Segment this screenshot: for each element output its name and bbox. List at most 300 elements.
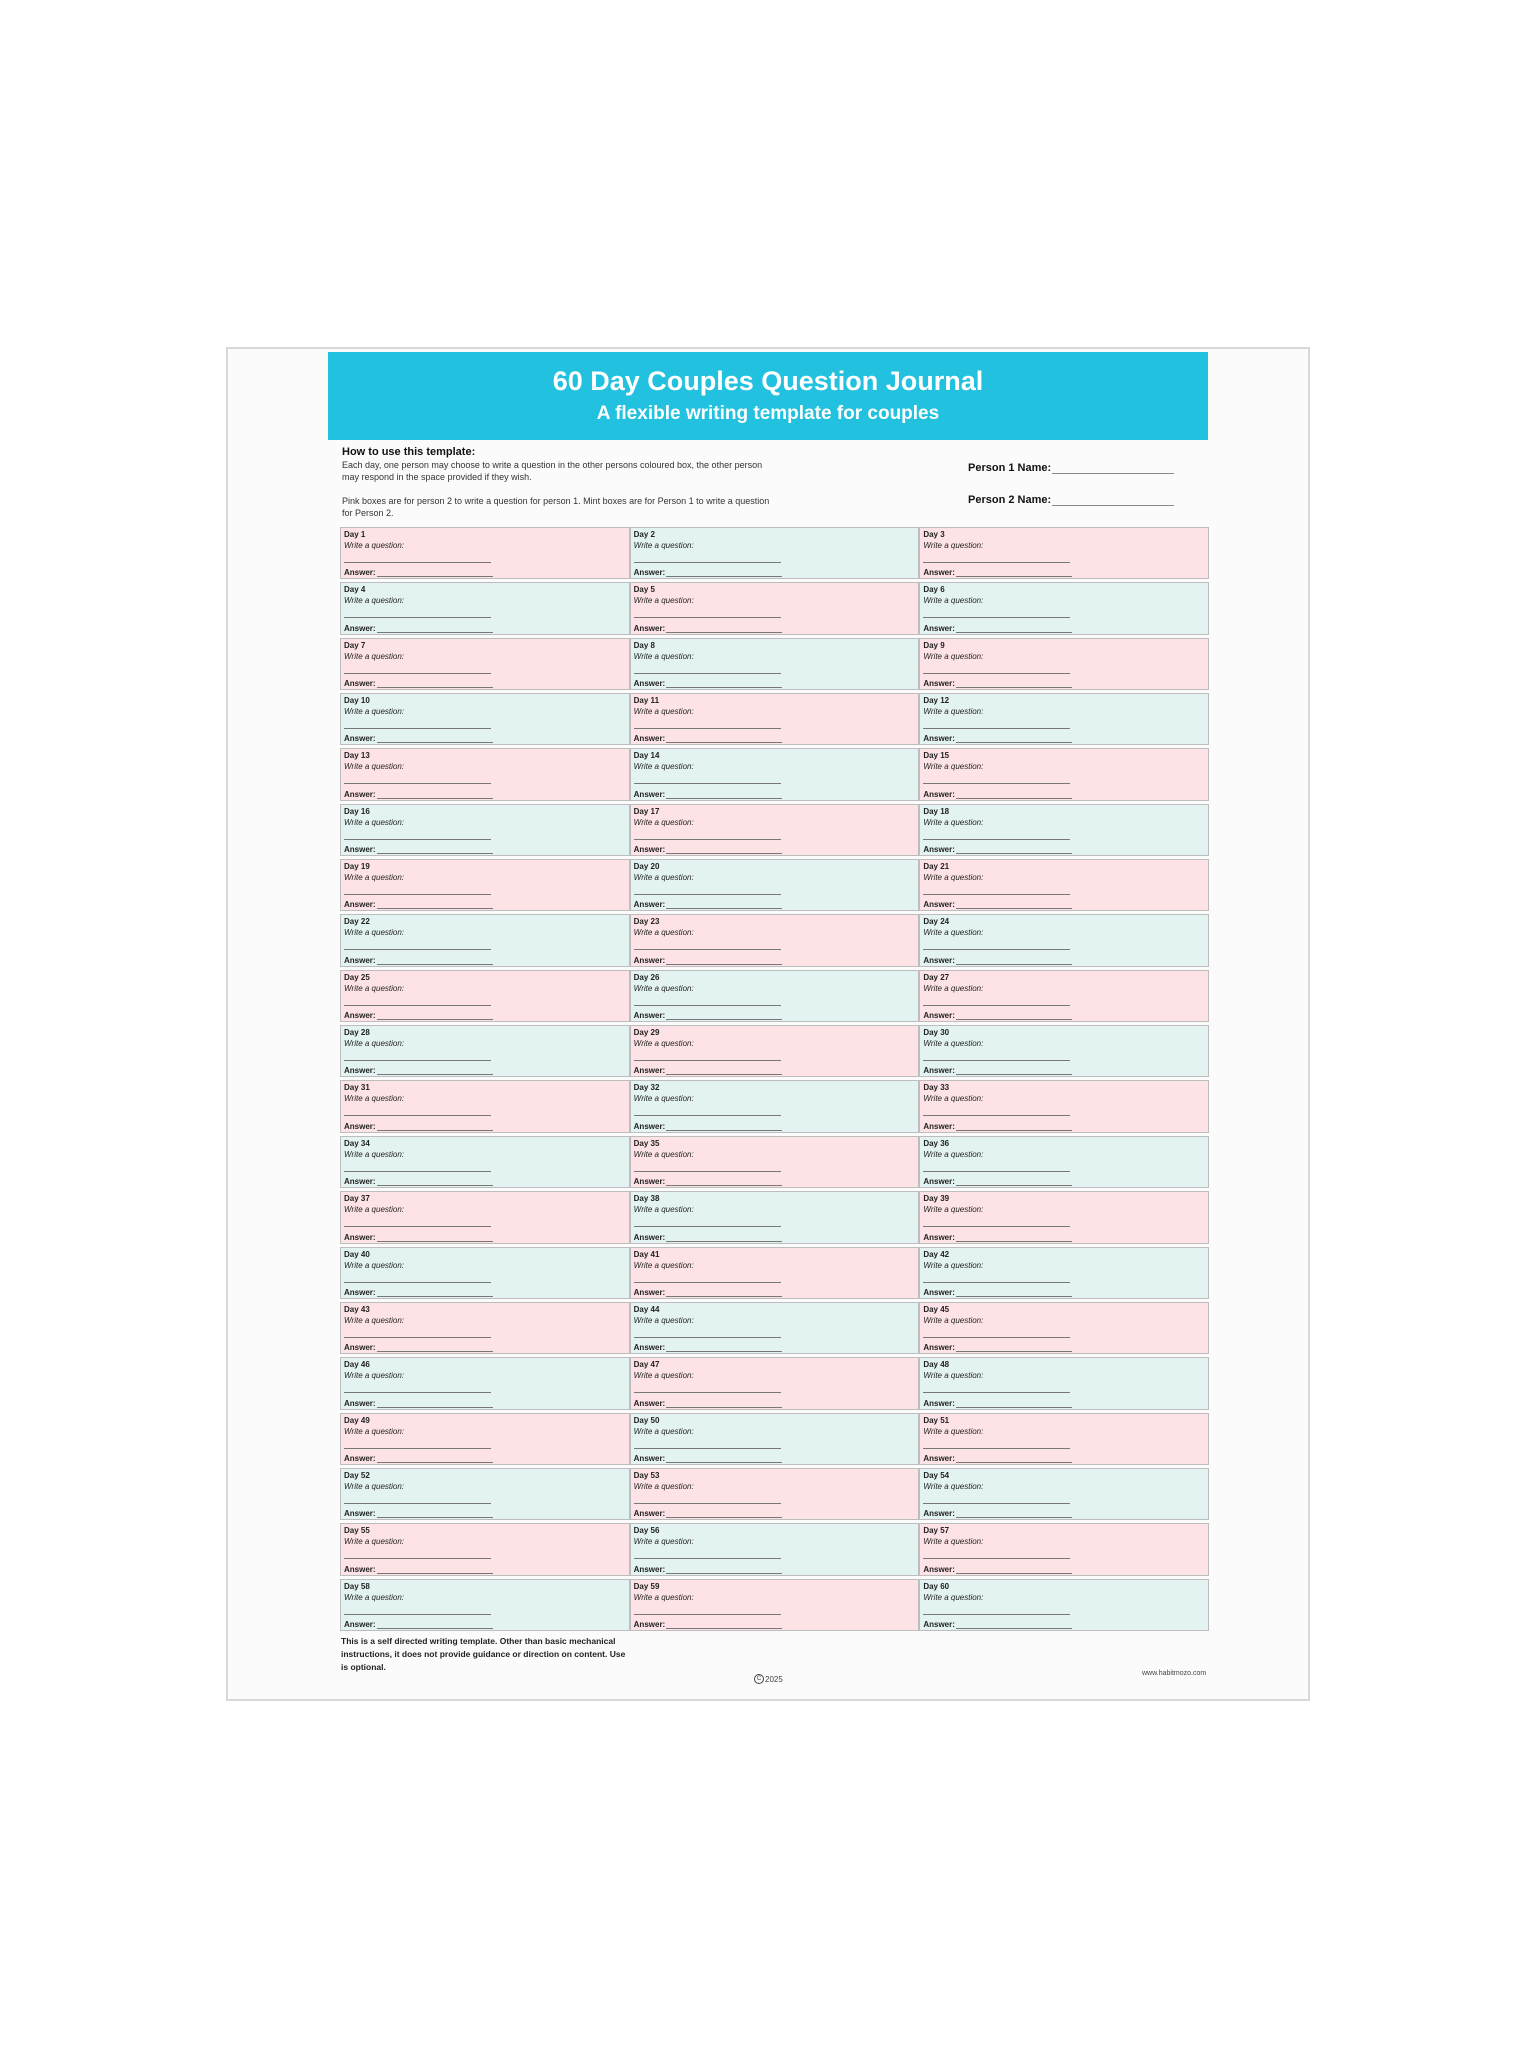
question-line[interactable] [634,617,781,618]
answer-label: Answer: [344,734,376,744]
day-box [340,804,630,856]
question-line[interactable] [344,1060,491,1061]
answer-label: Answer: [633,845,666,855]
answer-label: Answer: [344,1564,376,1574]
answer-line[interactable] [377,1233,493,1242]
answer-label: Answer: [633,1232,666,1242]
question-prompt: Write a question: [344,1592,405,1602]
day-label: Day 45 [923,1304,950,1314]
question-prompt: Write a question: [633,762,694,772]
answer-label: Answer: [344,1509,376,1519]
question-line[interactable] [923,1392,1070,1393]
question-prompt: Write a question: [633,983,694,993]
day-label: Day 40 [344,1249,370,1259]
answer-line[interactable] [666,568,782,577]
person1-name-field[interactable] [1052,462,1174,474]
answer-row [634,1177,783,1186]
answer-row [923,1565,1072,1574]
question-line[interactable] [923,1448,1070,1449]
day-label: Day 16 [344,806,370,816]
answer-line[interactable] [956,1066,1072,1075]
question-line[interactable] [634,1282,781,1283]
question-line[interactable] [923,894,1070,895]
answer-line[interactable] [377,624,493,633]
question-line[interactable] [344,1226,491,1227]
day-box [630,1136,920,1188]
day-label: Day 8 [633,640,656,650]
day-label: Day 30 [923,1028,950,1038]
question-line[interactable] [344,783,491,784]
day-grid [340,527,1209,1631]
day-label: Day 50 [633,1415,660,1425]
question-line[interactable] [634,562,781,563]
answer-line[interactable] [377,900,493,909]
question-prompt: Write a question: [923,983,984,993]
instructions [342,446,772,531]
question-line[interactable] [344,1448,491,1449]
question-line[interactable] [923,1337,1070,1338]
question-line[interactable] [344,1392,491,1393]
answer-line[interactable] [956,900,1072,909]
answer-line[interactable] [666,790,782,799]
answer-line[interactable] [956,1122,1072,1131]
question-line[interactable] [344,1614,491,1615]
answer-row [923,956,1072,965]
answer-row [344,624,493,633]
day-box [630,970,920,1022]
day-label: Day 5 [633,585,656,595]
answer-row [634,734,783,743]
question-prompt: Write a question: [344,541,405,550]
question-line[interactable] [634,1226,781,1227]
question-prompt: Write a question: [923,762,984,772]
answer-line[interactable] [377,734,493,743]
day-label: Day 57 [923,1526,950,1536]
day-box [630,1025,920,1077]
answer-line[interactable] [377,1399,493,1408]
question-line[interactable] [634,673,781,674]
answer-line[interactable] [956,1011,1072,1020]
answer-row [634,1066,783,1075]
answer-line[interactable] [956,568,1072,577]
answer-line[interactable] [666,734,782,743]
question-prompt: Write a question: [344,1315,405,1325]
answer-line[interactable] [666,1011,782,1020]
day-label: Day 39 [923,1194,950,1204]
day-box [630,1468,920,1520]
answer-line[interactable] [666,1122,782,1131]
question-prompt: Write a question: [344,596,405,606]
question-line[interactable] [923,673,1070,674]
copyright-year: 2025 [765,1674,783,1684]
day-box [340,1302,630,1354]
answer-row [923,1399,1072,1408]
day-box [340,1136,630,1188]
day-label: Day 33 [923,1083,950,1093]
answer-label: Answer: [633,1066,666,1076]
answer-row [344,1233,493,1242]
day-box [630,1302,920,1354]
answer-label: Answer: [633,1121,666,1131]
question-prompt: Write a question: [633,1426,694,1436]
answer-line[interactable] [377,1288,493,1297]
answer-line[interactable] [956,1233,1072,1242]
question-line[interactable] [634,1337,781,1338]
question-line[interactable] [344,1282,491,1283]
day-label: Day 46 [344,1360,370,1370]
answer-line[interactable] [666,1233,782,1242]
answer-line[interactable] [666,624,782,633]
answer-row [344,1565,493,1574]
day-label: Day 13 [344,751,370,761]
answer-line[interactable] [666,1177,782,1186]
answer-line[interactable] [956,956,1072,965]
answer-row [634,1233,783,1242]
day-label: Day 6 [923,585,945,595]
copyright-icon: C [754,1674,764,1684]
answer-line[interactable] [956,1620,1072,1629]
day-box [340,1579,630,1631]
answer-label: Answer: [923,1509,955,1519]
day-box [919,748,1209,800]
day-box [630,1523,920,1575]
day-label: Day 20 [633,862,660,872]
answer-label: Answer: [633,1287,666,1297]
question-line[interactable] [923,839,1070,840]
question-line[interactable] [344,673,491,674]
answer-row [923,1509,1072,1518]
question-line[interactable] [344,728,491,729]
day-label: Day 42 [923,1249,950,1259]
question-line[interactable] [923,562,1070,563]
question-line[interactable] [634,839,781,840]
question-line[interactable] [634,1448,781,1449]
journal-page [226,347,1310,1701]
day-box [919,1413,1209,1465]
answer-line[interactable] [666,1454,782,1463]
question-line[interactable] [923,1282,1070,1283]
answer-label: Answer: [923,789,955,799]
answer-row [634,956,783,965]
answer-label: Answer: [923,679,955,689]
answer-label: Answer: [344,1619,376,1629]
answer-row [344,790,493,799]
answer-row [634,1122,783,1131]
day-label: Day 43 [344,1304,370,1314]
answer-label: Answer: [923,568,955,578]
day-box [630,1579,920,1631]
question-prompt: Write a question: [344,928,405,938]
answer-line[interactable] [956,1509,1072,1518]
day-label: Day 24 [923,917,950,927]
answer-label: Answer: [344,1398,376,1408]
question-line[interactable] [344,1115,491,1116]
question-line[interactable] [634,1503,781,1504]
answer-label: Answer: [344,1121,376,1131]
answer-line[interactable] [377,956,493,965]
answer-line[interactable] [956,1177,1072,1186]
day-label: Day 47 [633,1360,660,1370]
question-prompt: Write a question: [633,1537,694,1547]
question-line[interactable] [344,1337,491,1338]
answer-line[interactable] [377,1177,493,1186]
answer-row [344,1288,493,1297]
day-box [919,638,1209,690]
question-line[interactable] [634,894,781,895]
answer-line[interactable] [666,1509,782,1518]
answer-line[interactable] [377,1011,493,1020]
day-label: Day 1 [344,530,366,539]
question-line[interactable] [634,1614,781,1615]
person1-name-row [968,462,1208,494]
question-line[interactable] [923,1005,1070,1006]
question-line[interactable] [923,728,1070,729]
question-line[interactable] [923,1226,1070,1227]
names-section [968,462,1208,526]
question-line[interactable] [344,1503,491,1504]
answer-label: Answer: [344,789,376,799]
answer-row [923,790,1072,799]
answer-row [923,1233,1072,1242]
day-label: Day 36 [923,1138,950,1148]
answer-row [634,790,783,799]
answer-label: Answer: [923,1177,955,1187]
question-line[interactable] [634,728,781,729]
day-box [340,1413,630,1465]
answer-line[interactable] [377,790,493,799]
answer-row [344,734,493,743]
answer-line[interactable] [377,1620,493,1629]
day-box [630,693,920,745]
answer-line[interactable] [377,568,493,577]
day-label: Day 18 [923,806,950,816]
day-box [340,914,630,966]
day-label: Day 51 [923,1415,950,1425]
answer-line[interactable] [377,1066,493,1075]
answer-line[interactable] [956,1288,1072,1297]
answer-row [634,624,783,633]
answer-line[interactable] [666,1288,782,1297]
answer-line[interactable] [666,1066,782,1075]
answer-line[interactable] [377,1454,493,1463]
day-box [340,582,630,634]
day-label: Day 23 [633,917,660,927]
answer-line[interactable] [666,956,782,965]
question-line[interactable] [923,783,1070,784]
day-box [919,859,1209,911]
answer-row [923,900,1072,909]
answer-line[interactable] [377,845,493,854]
answer-row [344,1343,493,1352]
question-prompt: Write a question: [344,1371,405,1381]
answer-label: Answer: [633,955,666,965]
answer-line[interactable] [377,1509,493,1518]
question-prompt: Write a question: [344,817,405,827]
answer-row [344,845,493,854]
day-label: Day 35 [633,1138,660,1148]
question-line[interactable] [923,1503,1070,1504]
answer-line[interactable] [377,1343,493,1352]
day-label: Day 59 [633,1581,660,1591]
question-line[interactable] [634,1115,781,1116]
answer-line[interactable] [956,679,1072,688]
answer-label: Answer: [923,1619,955,1629]
day-box [630,638,920,690]
answer-row [634,900,783,909]
day-label: Day 29 [633,1028,660,1038]
question-prompt: Write a question: [923,817,984,827]
day-box [919,970,1209,1022]
question-line[interactable] [634,1005,781,1006]
question-prompt: Write a question: [344,873,405,883]
question-line[interactable] [634,783,781,784]
day-box [919,914,1209,966]
answer-label: Answer: [344,845,376,855]
question-line[interactable] [344,839,491,840]
answer-line[interactable] [666,1565,782,1574]
day-label: Day 9 [923,640,945,650]
copyright [754,1674,783,1684]
answer-label: Answer: [344,568,376,578]
question-line[interactable] [923,1614,1070,1615]
question-prompt: Write a question: [923,596,984,606]
question-line[interactable] [344,894,491,895]
question-line[interactable] [634,949,781,950]
answer-label: Answer: [633,734,666,744]
question-line[interactable] [923,949,1070,950]
answer-row [923,1454,1072,1463]
question-prompt: Write a question: [923,1260,984,1270]
day-label: Day 44 [633,1304,660,1314]
day-box [919,804,1209,856]
answer-line[interactable] [377,1565,493,1574]
answer-line[interactable] [666,1620,782,1629]
question-line[interactable] [634,1171,781,1172]
answer-line[interactable] [666,679,782,688]
answer-label: Answer: [923,1232,955,1242]
answer-label: Answer: [633,900,666,910]
day-label: Day 55 [344,1526,370,1536]
day-label: Day 48 [923,1360,950,1370]
answer-row [923,734,1072,743]
question-line[interactable] [344,949,491,950]
question-prompt: Write a question: [633,1315,694,1325]
answer-line[interactable] [666,1399,782,1408]
answer-row [923,1122,1072,1131]
day-box [919,1191,1209,1243]
answer-label: Answer: [923,1121,955,1131]
answer-row [634,1288,783,1297]
answer-label: Answer: [344,955,376,965]
day-box [340,1357,630,1409]
answer-label: Answer: [633,623,666,633]
question-prompt: Write a question: [923,928,984,938]
answer-line[interactable] [956,1565,1072,1574]
website-link[interactable]: www.habitmozo.com [1142,1670,1207,1677]
day-label: Day 21 [923,862,950,872]
day-box [630,527,920,579]
question-line[interactable] [923,1171,1070,1172]
answer-label: Answer: [923,845,955,855]
day-box [630,748,920,800]
day-box [630,914,920,966]
answer-row [634,1509,783,1518]
day-box [340,1247,630,1299]
answer-label: Answer: [923,1287,955,1297]
answer-line[interactable] [666,1343,782,1352]
question-line[interactable] [923,1558,1070,1559]
day-box [919,1357,1209,1409]
question-prompt: Write a question: [633,707,694,717]
day-box [919,1302,1209,1354]
question-line[interactable] [634,1392,781,1393]
day-label: Day 53 [633,1470,660,1480]
person2-name-field[interactable] [1052,494,1174,506]
answer-row [344,568,493,577]
question-line[interactable] [344,1005,491,1006]
answer-label: Answer: [344,1177,376,1187]
answer-line[interactable] [377,1122,493,1131]
question-line[interactable] [344,1171,491,1172]
answer-line[interactable] [956,1454,1072,1463]
answer-row [923,1177,1072,1186]
day-label: Day 41 [633,1249,660,1259]
day-label: Day 31 [344,1083,370,1093]
answer-line[interactable] [956,845,1072,854]
question-prompt: Write a question: [923,1537,984,1547]
answer-row [344,679,493,688]
question-line[interactable] [923,617,1070,618]
answer-line[interactable] [956,1343,1072,1352]
answer-line[interactable] [956,790,1072,799]
question-prompt: Write a question: [344,983,405,993]
answer-line[interactable] [956,734,1072,743]
day-label: Day 14 [633,751,660,761]
question-line[interactable] [344,562,491,563]
question-line[interactable] [634,1558,781,1559]
question-line[interactable] [344,1558,491,1559]
day-label: Day 17 [633,806,660,816]
question-prompt: Write a question: [633,1039,694,1049]
question-line[interactable] [923,1060,1070,1061]
question-line[interactable] [344,617,491,618]
answer-line[interactable] [666,900,782,909]
question-prompt: Write a question: [344,1094,405,1104]
question-prompt: Write a question: [633,1592,694,1602]
answer-row [923,624,1072,633]
header-banner [328,352,1208,440]
answer-row [344,1177,493,1186]
question-prompt: Write a question: [633,651,694,661]
day-label: Day 25 [344,972,370,982]
answer-row [634,679,783,688]
answer-row [634,845,783,854]
answer-line[interactable] [377,679,493,688]
answer-line[interactable] [666,845,782,854]
answer-row [344,1122,493,1131]
day-label: Day 60 [923,1581,950,1591]
day-box [919,582,1209,634]
answer-line[interactable] [956,624,1072,633]
question-line[interactable] [634,1060,781,1061]
question-prompt: Write a question: [923,1371,984,1381]
day-box [340,1523,630,1575]
answer-row [634,1620,783,1629]
question-line[interactable] [923,1115,1070,1116]
answer-line[interactable] [956,1399,1072,1408]
answer-label: Answer: [344,1011,376,1021]
answer-label: Answer: [923,1398,955,1408]
